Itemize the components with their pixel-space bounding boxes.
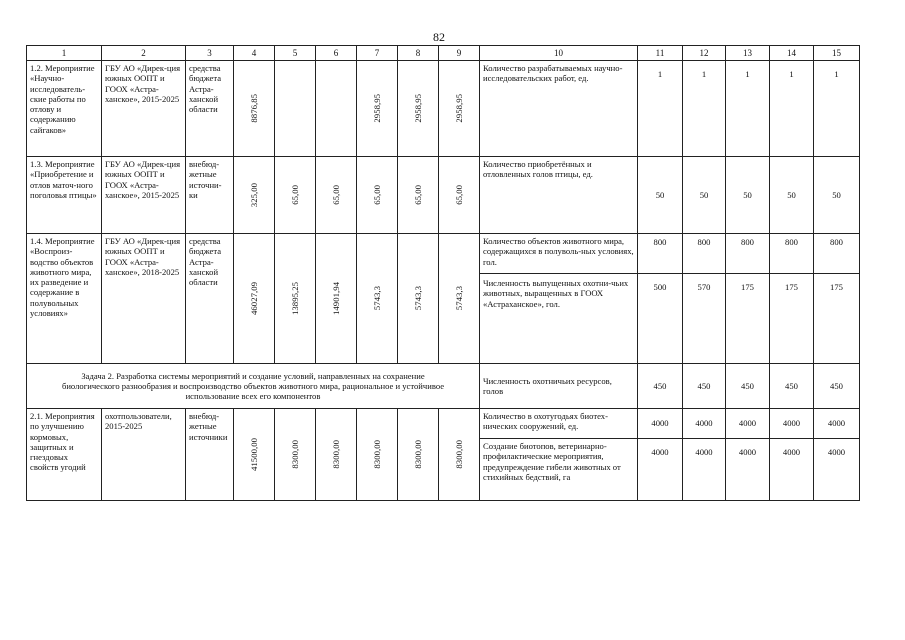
indicator-value: 570	[683, 274, 726, 364]
funding-year: 14901,94	[316, 234, 357, 364]
indicator-value: 4000	[638, 439, 683, 501]
indicator-value: 500	[638, 274, 683, 364]
indicator-name: Численность охотничьих ресурсов, голов	[480, 364, 638, 409]
indicator-value: 800	[770, 234, 814, 274]
indicator-value: 1	[726, 61, 770, 157]
executor-cell: ГБУ АО «Дирек-ция южных ООПТ и ГООХ «Астра-ханское», 2018-2025	[102, 234, 186, 364]
indicator-value: 800	[726, 234, 770, 274]
col-header: 5	[275, 46, 316, 61]
indicator-value: 450	[814, 364, 860, 409]
indicator-value: 4000	[726, 409, 770, 439]
col-header: 11	[638, 46, 683, 61]
funding-year: 2958,95	[439, 61, 480, 157]
indicator-value: 50	[770, 157, 814, 234]
activity-name: 2.1. Мероприятия по улучшению кормовых, защитных и гнездовых свойств угодий	[27, 409, 102, 501]
indicator-value: 4000	[683, 409, 726, 439]
col-header: 13	[726, 46, 770, 61]
col-header: 8	[398, 46, 439, 61]
col-header: 1	[27, 46, 102, 61]
funding-year	[275, 61, 316, 157]
indicator-value: 4000	[683, 439, 726, 501]
indicator-name: Создание биотопов, ветеринарно-профилактические мероприятия, предупреждение гибели животных от стихийных бедствий, га	[480, 439, 638, 501]
indicator-value: 1	[638, 61, 683, 157]
funding-year: 8300,00	[275, 409, 316, 501]
task-row	[27, 364, 860, 409]
page-number: 82	[433, 30, 445, 44]
col-header: 9	[439, 46, 480, 61]
col-header: 3	[186, 46, 234, 61]
funding-year: 65,00	[275, 157, 316, 234]
funding-source: средства бюджета Астра-ханской области	[186, 234, 234, 364]
funding-year: 8300,00	[398, 409, 439, 501]
activity-name: 1.3. Мероприятие «Приобретение и отлов маточ-ного поголовья птицы»	[27, 157, 102, 234]
indicator-value: 4000	[814, 409, 860, 439]
indicator-value: 175	[726, 274, 770, 364]
indicator-value: 4000	[814, 439, 860, 501]
funding-year: 65,00	[357, 157, 398, 234]
indicator-value: 800	[683, 234, 726, 274]
indicator-name: Количество объектов животного мира, содержащихся в полуволь-ных условиях, гол.	[480, 234, 638, 274]
funding-year: 65,00	[398, 157, 439, 234]
indicator-value: 800	[638, 234, 683, 274]
table-row	[27, 234, 860, 274]
indicator-value: 1	[814, 61, 860, 157]
col-header: 4	[234, 46, 275, 61]
funding-year: 65,00	[316, 157, 357, 234]
funding-year: 8300,00	[439, 409, 480, 501]
activity-name: 1.2. Мероприятие «Научно-исследователь-ские работы по отлову и содержанию сайгаков»	[27, 61, 102, 157]
indicator-value: 450	[726, 364, 770, 409]
indicator-value: 50	[638, 157, 683, 234]
funding-year: 5743,3	[398, 234, 439, 364]
executor-cell: ГБУ АО «Дирек-ция южных ООПТ и ГООХ «Астра-ханское», 2015-2025	[102, 157, 186, 234]
col-header: 10	[480, 46, 638, 61]
col-header: 15	[814, 46, 860, 61]
activity-name: 1.4. Мероприятие «Воспроиз-водство объектов животного мира, их разведение и содержание в полувольных условиях»	[27, 234, 102, 364]
executor-cell: ГБУ АО «Дирек-ция южных ООПТ и ГООХ «Астра-ханское», 2015-2025	[102, 61, 186, 157]
program-table	[26, 45, 860, 501]
indicator-value: 450	[770, 364, 814, 409]
table-row	[27, 157, 860, 234]
funding-year: 13895,25	[275, 234, 316, 364]
indicator-value: 1	[770, 61, 814, 157]
funding-total: 46027,09	[234, 234, 275, 364]
funding-year: 8300,00	[316, 409, 357, 501]
col-header: 7	[357, 46, 398, 61]
funding-year: 2958,95	[357, 61, 398, 157]
funding-year: 5743,3	[439, 234, 480, 364]
funding-source: внебюд-жетные источни-ки	[186, 157, 234, 234]
indicator-value: 800	[814, 234, 860, 274]
funding-source: внебюд-жетные источники	[186, 409, 234, 501]
indicator-name: Количество приобретённых и отловленных голов птицы, ед.	[480, 157, 638, 234]
funding-total: 325,00	[234, 157, 275, 234]
funding-year: 2958,95	[398, 61, 439, 157]
executor-cell: охотпользователи, 2015-2025	[102, 409, 186, 501]
task-heading: Задача 2. Разработка системы мероприятий и создание условий, направленных на сохранение биологического разнообразия и воспроизводство объектов животного мира, рациональное и устойчивое использование всех его компонентов	[27, 364, 480, 409]
indicator-value: 4000	[638, 409, 683, 439]
indicator-name: Количество в охотугодьях биотех-нических сооружений, ед.	[480, 409, 638, 439]
indicator-value: 175	[770, 274, 814, 364]
indicator-value: 50	[683, 157, 726, 234]
indicator-value: 450	[683, 364, 726, 409]
col-header: 2	[102, 46, 186, 61]
indicator-value: 50	[814, 157, 860, 234]
funding-source: средства бюджета Астра-ханской области	[186, 61, 234, 157]
col-header: 14	[770, 46, 814, 61]
col-header: 12	[683, 46, 726, 61]
funding-total: 8876,85	[234, 61, 275, 157]
col-header: 6	[316, 46, 357, 61]
indicator-value: 50	[726, 157, 770, 234]
indicator-value: 4000	[770, 409, 814, 439]
indicator-name: Численность выпущенных охотни-чьих животных, выращенных в ГООХ «Астраханское», гол.	[480, 274, 638, 364]
indicator-value: 4000	[726, 439, 770, 501]
funding-year: 8300,00	[357, 409, 398, 501]
indicator-value: 450	[638, 364, 683, 409]
funding-year	[316, 61, 357, 157]
funding-total: 41500,00	[234, 409, 275, 501]
header-row	[27, 46, 860, 61]
indicator-value: 4000	[770, 439, 814, 501]
funding-year: 65,00	[439, 157, 480, 234]
indicator-value: 1	[683, 61, 726, 157]
indicator-name: Количество разрабатываемых научно-исследовательских работ, ед.	[480, 61, 638, 157]
indicator-value: 175	[814, 274, 860, 364]
table-row	[27, 61, 860, 157]
table-row	[27, 409, 860, 439]
funding-year: 5743,3	[357, 234, 398, 364]
